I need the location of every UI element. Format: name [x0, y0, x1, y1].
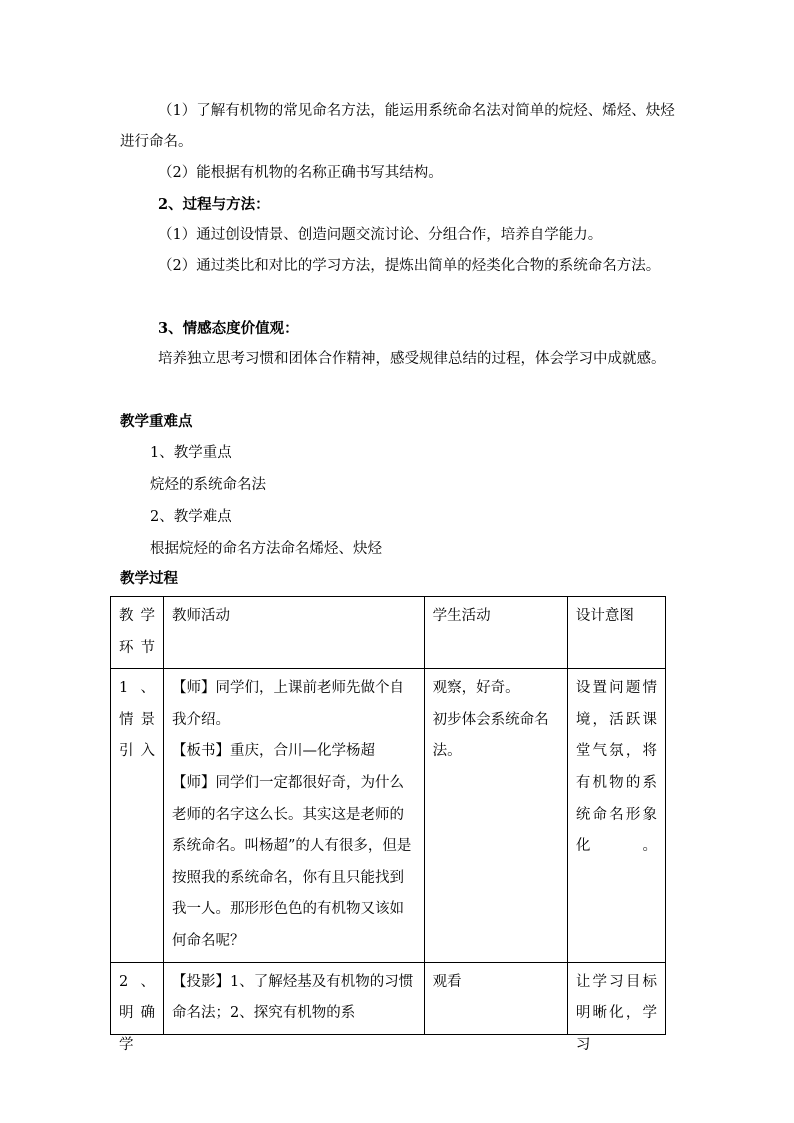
- focus-label: 1、教学重点: [150, 445, 232, 461]
- table-row: [111, 962, 666, 1034]
- table-header-row: [111, 597, 666, 669]
- objective-item-2: （2）能根据有机物的名称正确书写其结构。: [158, 165, 443, 181]
- student-cell: [424, 669, 567, 962]
- teaching-process-table: [110, 596, 666, 1053]
- teacher-line: 【师】同学们一定都很好奇，为什么老师的名字这么长。其实这是老师的系统命名。叫杨超”的人有很多，但是按照我的系统命名，你有且只能找到我一人。那形形色色的有机物又该如何命名呢？: [172, 774, 412, 949]
- focus-text: 烷烃的系统命名法: [150, 477, 266, 493]
- process-item-2: （2）通过类比和对比的学习方法，提炼出简单的烃类化合物的系统命名方法。: [158, 258, 661, 274]
- teacher-cell: [164, 669, 425, 962]
- difficulty-text: 根据烷烃的命名方法命名烯烃、炔烃: [150, 541, 382, 557]
- process-title: 教学过程: [120, 570, 178, 587]
- attitude-text: 培养独立思考习惯和团体合作精神，感受规律总结的过程，体会学习中成就感。: [158, 351, 666, 367]
- table-row: [111, 669, 666, 962]
- key-points-title: 教学重难点: [120, 413, 193, 430]
- header-stage: 教学环节: [111, 597, 164, 669]
- intent-cell: 让学习目标明晰化，学习: [567, 962, 665, 1034]
- teacher-cell: 【投影】1、了解烃基及有机物的习惯命名法；2、探究有机物的系: [164, 962, 425, 1034]
- attitude-title: 3、情感态度价值观：: [158, 320, 299, 337]
- objective-item-1: （1）了解有机物的常见命名方法，能运用系统命名法对简单的烷烃、烯烃、炔烃进行命名。: [120, 103, 675, 150]
- process-item-1: （1）通过创设情景、创造问题交流讨论、分组合作，培养自学能力。: [158, 227, 603, 243]
- stage-cell: 2、明确学: [111, 962, 164, 1034]
- header-teacher: 教师活动: [164, 597, 425, 669]
- student-line: 观察，好奇。: [432, 680, 520, 697]
- teacher-line: 【板书】重庆，合川—化学杨超: [172, 743, 376, 760]
- difficulty-label: 2、教学难点: [150, 509, 232, 525]
- stage-cell: 1、情景引入: [111, 669, 164, 962]
- header-intent: 设计意图: [567, 597, 665, 669]
- student-cell: 观看: [424, 962, 567, 1034]
- teacher-line: 【师】同学们，上课前老师先做个自我介绍。: [172, 680, 405, 728]
- header-student: 学生活动: [424, 597, 567, 669]
- student-line: 初步体会系统命名法。: [432, 711, 549, 760]
- process-method-title: 2、过程与方法：: [158, 196, 270, 213]
- intent-cell: 设置问题情境，活跃课堂气氛，将有机物的系统命名形象化。: [567, 669, 665, 962]
